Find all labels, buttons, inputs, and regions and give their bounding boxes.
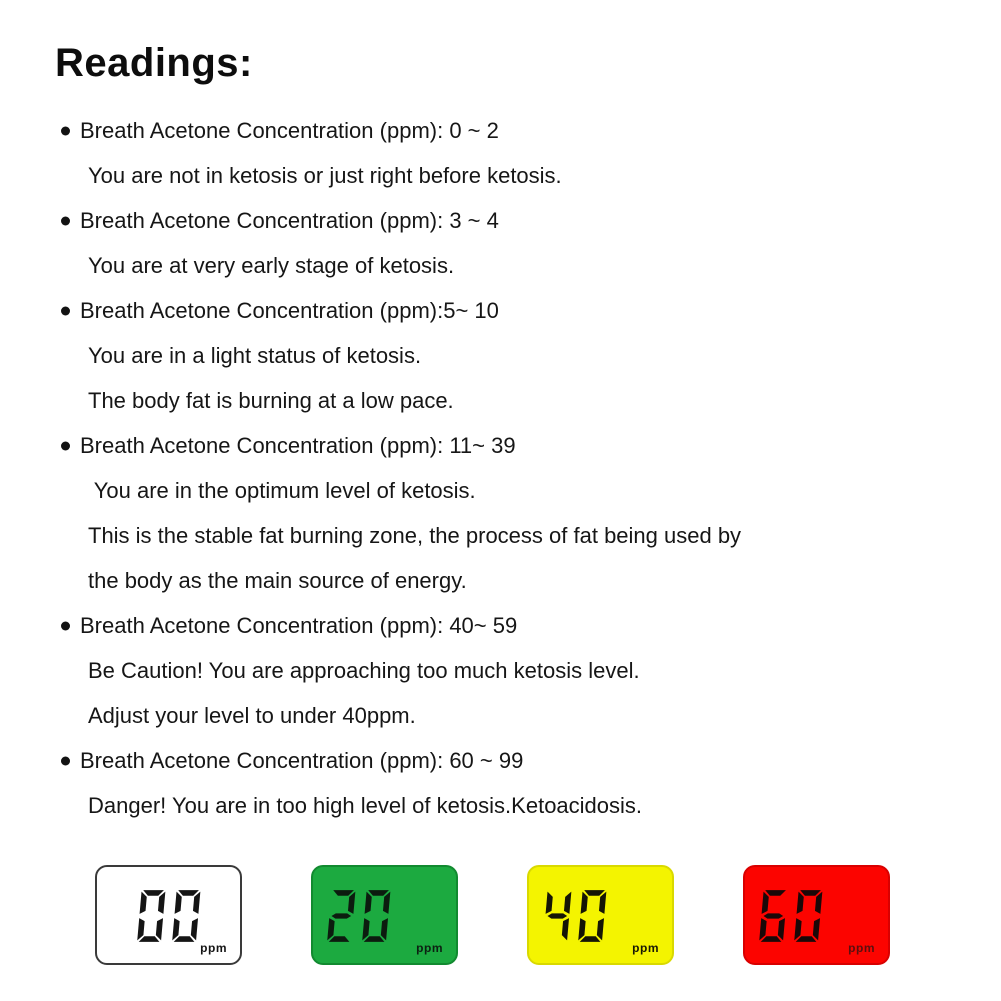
reading-description: [55, 153, 961, 198]
reading-heading: [55, 108, 961, 153]
seven-segment-digit: [362, 888, 391, 944]
ppm-unit-label: ppm: [632, 941, 659, 955]
reading-heading-text: Breath Acetone Concentration (ppm): 0 ~ 2: [80, 117, 499, 143]
reading-heading-text: Breath Acetone Concentration (ppm): 60 ~ 99: [80, 747, 524, 773]
reading-heading-text: Breath Acetone Concentration (ppm): 11~ 39: [80, 432, 516, 458]
lcd-displays-row: [95, 865, 890, 965]
seven-segment-digits: [543, 888, 607, 944]
reading-entry: [55, 108, 961, 198]
seven-segment-digit: [578, 888, 607, 944]
lcd-display-60: [743, 865, 890, 965]
page-title: Readings:: [55, 41, 253, 85]
seven-segment-digit: [172, 888, 201, 944]
reading-heading-text: Breath Acetone Concentration (ppm):5~ 10: [80, 297, 499, 323]
description-line: You are not in ketosis or just right before ketosis.: [88, 162, 562, 188]
readings-list: [55, 108, 961, 828]
seven-segment-digit: [794, 888, 823, 944]
description-line: You are in the optimum level of ketosis.: [88, 477, 476, 503]
bullet-dot: [61, 621, 70, 630]
reading-entry: [55, 603, 961, 738]
reading-heading-text: Breath Acetone Concentration (ppm): 3 ~ 4: [80, 207, 499, 233]
bullet-dot: [61, 306, 70, 315]
reading-entry: [55, 198, 961, 288]
reading-description: [55, 783, 961, 828]
description-line: You are at very early stage of ketosis.: [88, 252, 455, 278]
seven-segment-digit: [543, 888, 572, 944]
seven-segment-digits: [327, 888, 391, 944]
bullet-dot: [61, 126, 70, 135]
reading-heading: [55, 738, 961, 783]
seven-segment-digits: [759, 888, 823, 944]
bullet-dot: [61, 756, 70, 765]
reading-heading-text: Breath Acetone Concentration (ppm): 40~ 59: [80, 612, 518, 638]
description-line: The body fat is burning at a low pace.: [88, 387, 454, 413]
bullet-dot: [61, 441, 70, 450]
reading-heading: [55, 198, 961, 243]
ppm-unit-label: ppm: [848, 941, 875, 955]
description-line: Adjust your level to under 40ppm.: [88, 702, 416, 728]
ppm-unit-label: ppm: [200, 941, 227, 955]
seven-segment-digits: [137, 888, 201, 944]
ppm-unit-label: ppm: [416, 941, 443, 955]
seven-segment-digit: [759, 888, 788, 944]
bullet-dot: [61, 216, 70, 225]
reading-entry: [55, 738, 961, 828]
reading-heading: [55, 288, 961, 333]
reading-entry: [55, 288, 961, 423]
reading-entry: [55, 423, 961, 603]
description-line: Danger! You are in too high level of ketosis.Ketoacidosis.: [88, 792, 643, 818]
description-line: You are in a light status of ketosis.: [88, 342, 422, 368]
reading-heading: [55, 603, 961, 648]
lcd-display-20: [311, 865, 458, 965]
seven-segment-digit: [137, 888, 166, 944]
reading-description: [55, 468, 961, 603]
seven-segment-digit: [327, 888, 356, 944]
reading-description: [55, 333, 961, 423]
reading-description: [55, 243, 961, 288]
lcd-display-00: [95, 865, 242, 965]
lcd-display-40: [527, 865, 674, 965]
reading-description: [55, 648, 961, 738]
reading-heading: [55, 423, 961, 468]
description-line: This is the stable fat burning zone, the process of fat being used by: [88, 522, 742, 548]
description-line: the body as the main source of energy.: [88, 567, 467, 593]
description-line: Be Caution! You are approaching too much ketosis level.: [88, 657, 640, 683]
